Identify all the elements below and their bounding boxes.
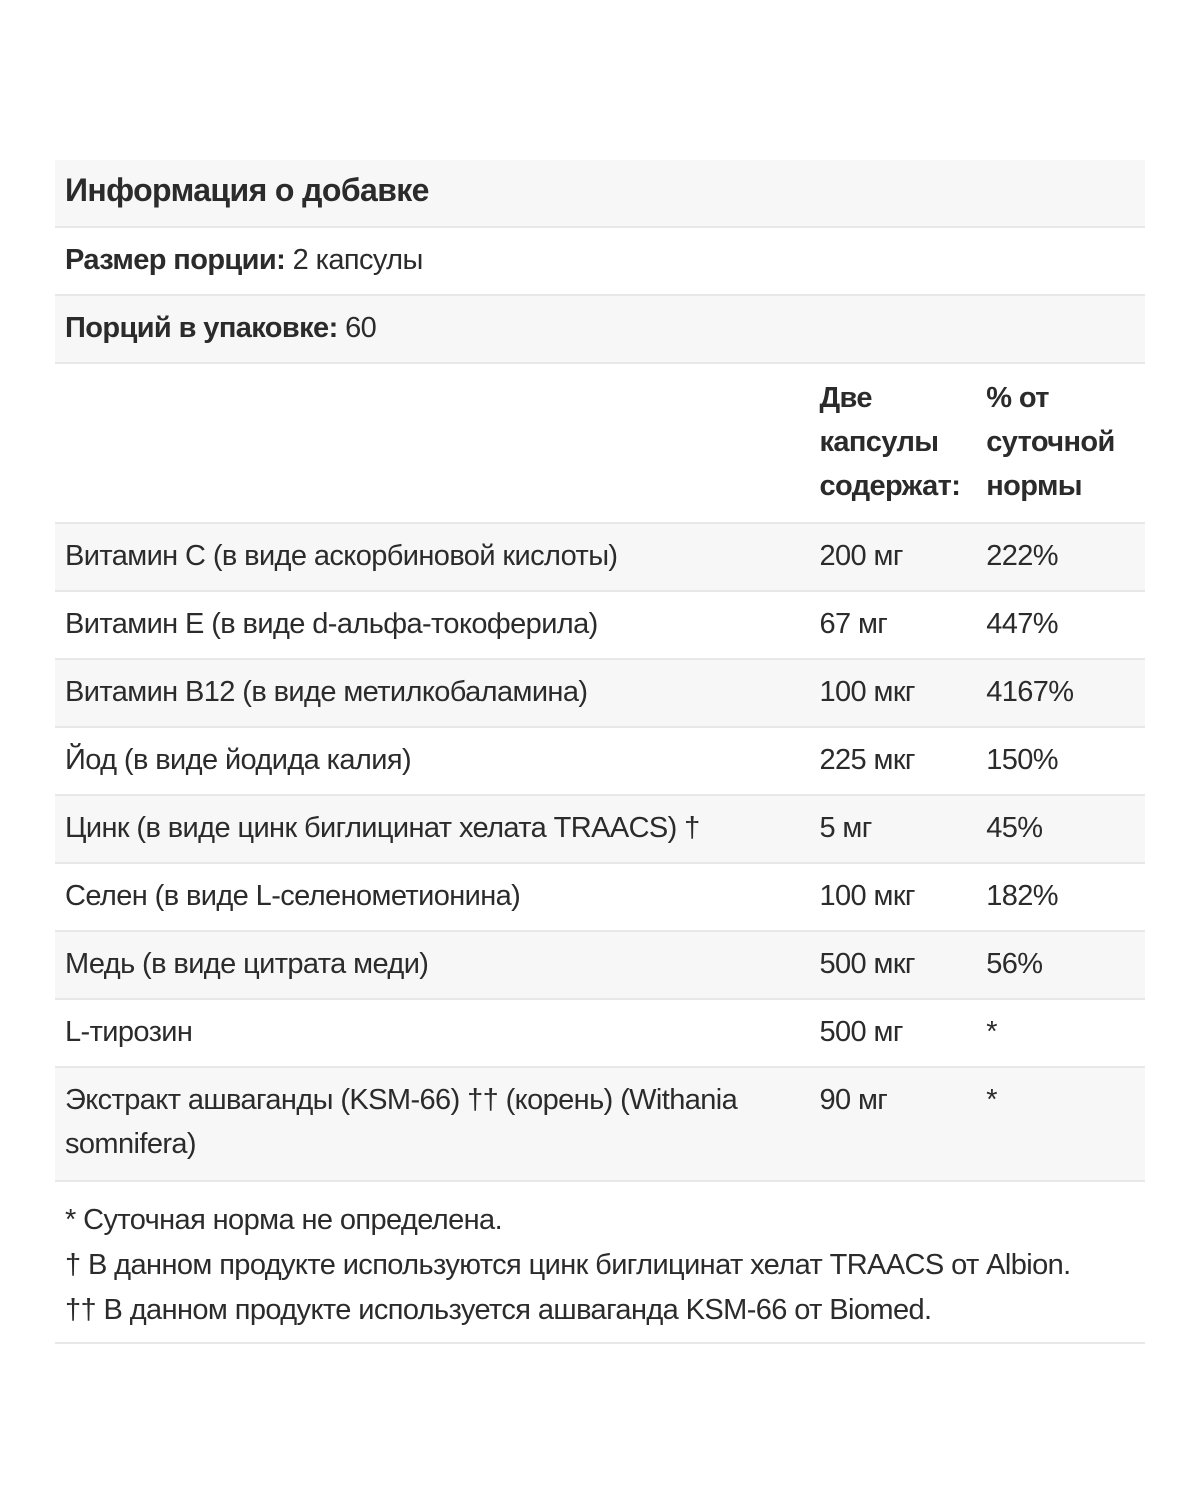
nutrient-daily-value: * <box>986 1084 997 1116</box>
servings-per-container-value: 60 <box>345 312 377 344</box>
nutrient-daily-value: * <box>986 1016 997 1048</box>
nutrient-amount: 500 мг <box>819 1016 903 1048</box>
nutrient-daily-value: 222% <box>986 540 1058 572</box>
table-title-row <box>55 160 1145 228</box>
table-title: Информация о добавке <box>65 172 429 208</box>
nutrient-amount: 90 мг <box>819 1084 888 1116</box>
nutrient-daily-value: 56% <box>986 948 1043 980</box>
nutrient-daily-value: 4167% <box>986 676 1074 708</box>
table-row <box>55 796 1145 864</box>
nutrient-name: Экстракт ашваганды (KSM-66) †† (корень) (Withania somnifera) <box>65 1084 738 1160</box>
nutrient-amount: 67 мг <box>819 608 888 640</box>
footnote-ksm66: †† В данном продукте используется ашваганда KSM-66 от Biomed. <box>65 1294 932 1326</box>
nutrient-amount: 100 мкг <box>819 880 915 912</box>
table-row <box>55 1068 1145 1182</box>
table-row <box>55 592 1145 660</box>
nutrient-amount: 5 мг <box>819 812 872 844</box>
table-row <box>55 524 1145 592</box>
amount-column-header: Две капсулы содержат: <box>819 382 961 502</box>
nutrient-name: Цинк (в виде цинк биглицинат хелата TRAACS) † <box>65 812 700 844</box>
footnote-traacs: † В данном продукте используются цинк биглицинат хелат TRAACS от Albion. <box>65 1249 1071 1281</box>
nutrient-daily-value: 447% <box>986 608 1058 640</box>
nutrient-amount: 200 мг <box>819 540 903 572</box>
nutrient-name: Медь (в виде цитрата меди) <box>65 948 429 980</box>
nutrient-name: Витамин E (в виде d-альфа-токоферила) <box>65 608 598 640</box>
footnotes <box>55 1182 1145 1344</box>
nutrient-amount: 225 мкг <box>819 744 915 776</box>
nutrient-amount: 500 мкг <box>819 948 915 980</box>
supplement-facts-table <box>55 160 1145 1344</box>
servings-per-container-label: Порций в упаковке: <box>65 312 338 344</box>
serving-size-label: Размер порции: <box>65 244 286 276</box>
nutrient-daily-value: 45% <box>986 812 1043 844</box>
daily-value-column-header: % от суточной нормы <box>986 382 1115 502</box>
serving-size-row <box>55 228 1145 296</box>
nutrient-name: L-тирозин <box>65 1016 193 1048</box>
nutrient-name: Селен (в виде L-селенометионина) <box>65 880 521 912</box>
serving-size-value: 2 капсулы <box>292 244 423 276</box>
nutrient-amount: 100 мкг <box>819 676 915 708</box>
table-row <box>55 1000 1145 1068</box>
table-row <box>55 864 1145 932</box>
column-header-row <box>55 364 1145 524</box>
nutrient-name: Витамин B12 (в виде метилкобаламина) <box>65 676 588 708</box>
footnote-daily-value: * Суточная норма не определена. <box>65 1204 503 1236</box>
nutrient-name: Витамин C (в виде аскорбиновой кислоты) <box>65 540 618 572</box>
table-row <box>55 660 1145 728</box>
table-row <box>55 932 1145 1000</box>
servings-per-container-row <box>55 296 1145 364</box>
nutrient-daily-value: 182% <box>986 880 1058 912</box>
nutrient-name: Йод (в виде йодида калия) <box>65 744 411 776</box>
nutrient-daily-value: 150% <box>986 744 1058 776</box>
table-row <box>55 728 1145 796</box>
